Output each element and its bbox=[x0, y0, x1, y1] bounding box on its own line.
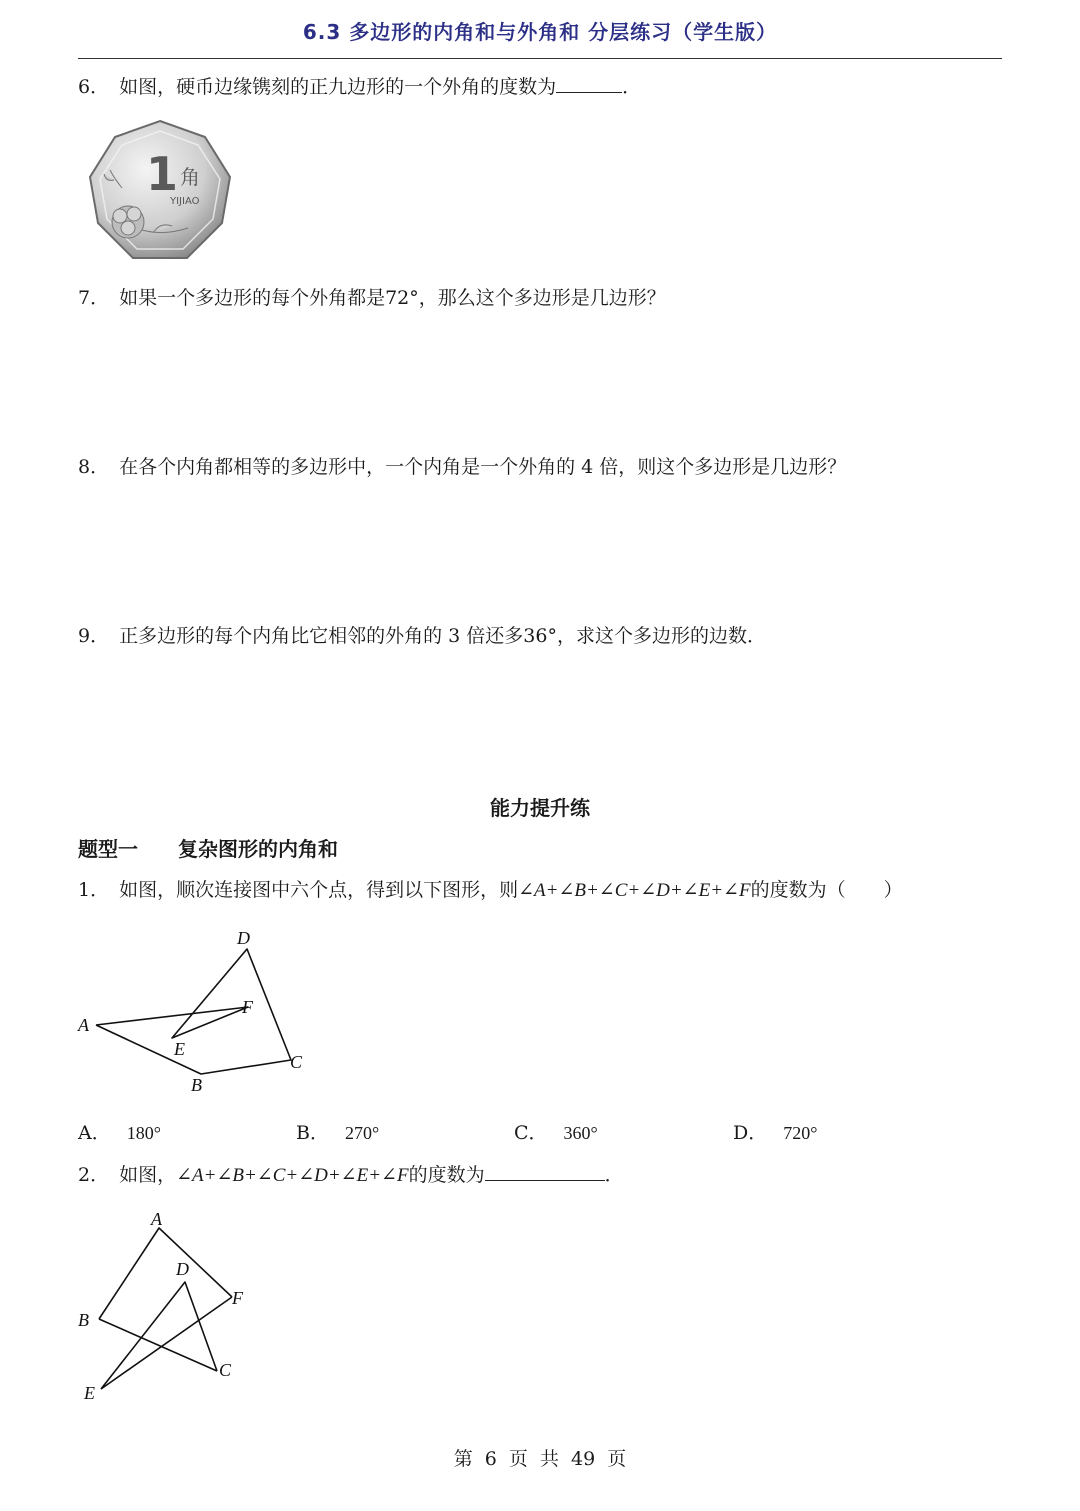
page-footer: 第 6 页 共 49 页 bbox=[453, 1448, 627, 1470]
vertex-label-a: A bbox=[151, 1209, 162, 1229]
problem-2 bbox=[78, 1160, 624, 1190]
nine-sided-coin-image bbox=[84, 118, 236, 268]
problem-text: 如图，顺次连接图中六个点，得到以下图形，则 bbox=[119, 879, 519, 901]
vertex-label-c: C bbox=[290, 1052, 303, 1072]
choice-c[interactable] bbox=[514, 1118, 598, 1145]
question-9 bbox=[78, 622, 766, 650]
question-text: 正多边形的每个内角比它相邻的外角的 3 倍还多36°，求这个多边形的边数． bbox=[119, 625, 766, 647]
vertex-label-f: F bbox=[242, 997, 253, 1017]
question-end: ． bbox=[622, 76, 642, 98]
question-number: 6． bbox=[78, 76, 110, 98]
problem-end: ． bbox=[604, 1164, 624, 1186]
vertex-label-e: E bbox=[84, 1383, 95, 1403]
question-8 bbox=[78, 453, 846, 481]
choice-b[interactable] bbox=[296, 1118, 379, 1145]
vertex-label-a: A bbox=[78, 1015, 89, 1035]
question-7 bbox=[78, 284, 666, 312]
vertex-label-e: E bbox=[174, 1039, 185, 1059]
vertex-label-d: D bbox=[176, 1259, 189, 1279]
header-divider bbox=[78, 58, 1002, 59]
answer-blank[interactable] bbox=[485, 1160, 605, 1181]
choice-letter: C． bbox=[514, 1122, 548, 1144]
choice-value: 360° bbox=[563, 1123, 598, 1143]
problem-2-figure bbox=[70, 1205, 270, 1410]
answer-blank[interactable] bbox=[556, 72, 622, 93]
coin-label: YIJIAO bbox=[170, 196, 200, 207]
problem-type-heading bbox=[78, 833, 338, 862]
vertex-label-c: C bbox=[219, 1360, 232, 1380]
problem-tail: 的度数为 bbox=[408, 1164, 485, 1186]
problem-number: 2． bbox=[78, 1164, 110, 1186]
choice-value: 180° bbox=[126, 1123, 161, 1143]
angle-sum-expression: ∠A+∠B+∠C+∠D+∠E+∠F bbox=[518, 880, 751, 901]
vertex-label-f: F bbox=[232, 1288, 243, 1308]
vertex-label-d: D bbox=[237, 928, 250, 948]
problem-type-name: 复杂图形的内角和 bbox=[178, 837, 338, 861]
choice-letter: A． bbox=[78, 1122, 111, 1144]
choice-letter: B． bbox=[296, 1122, 329, 1144]
problem-1 bbox=[78, 876, 903, 905]
choice-d[interactable] bbox=[733, 1118, 817, 1145]
coin-character: 角 bbox=[180, 165, 200, 189]
problem-text: 如图， bbox=[119, 1164, 177, 1186]
question-text: 如图，硬币边缘镌刻的正九边形的一个外角的度数为 bbox=[119, 76, 557, 98]
problem-type-label: 题型一 bbox=[78, 837, 138, 861]
question-text: 如果一个多边形的每个外角都是72°，那么这个多边形是几边形？ bbox=[119, 287, 666, 309]
problem-tail: 的度数为（ ） bbox=[750, 879, 903, 901]
question-number: 7． bbox=[78, 287, 110, 309]
angle-sum-expression: ∠A+∠B+∠C+∠D+∠E+∠F bbox=[176, 1165, 409, 1186]
vertex-label-b: B bbox=[78, 1310, 89, 1330]
section-title: 能力提升练 bbox=[490, 796, 590, 820]
choice-value: 270° bbox=[344, 1123, 380, 1143]
coin-numeral: 1 bbox=[146, 147, 179, 201]
question-number: 8． bbox=[78, 456, 110, 478]
choice-a[interactable] bbox=[78, 1118, 161, 1145]
choice-value: 720° bbox=[783, 1123, 818, 1143]
page-header-title: 6.3 多边形的内角和与外角和 分层练习（学生版） bbox=[302, 20, 778, 44]
problem-number: 1． bbox=[78, 879, 110, 901]
question-text: 在各个内角都相等的多边形中，一个内角是一个外角的 4 倍，则这个多边形是几边形？ bbox=[119, 456, 847, 478]
vertex-label-b: B bbox=[191, 1075, 202, 1095]
question-number: 9． bbox=[78, 625, 110, 647]
problem-1-figure bbox=[70, 925, 330, 1095]
question-6 bbox=[78, 72, 641, 101]
choice-letter: D． bbox=[733, 1122, 768, 1144]
